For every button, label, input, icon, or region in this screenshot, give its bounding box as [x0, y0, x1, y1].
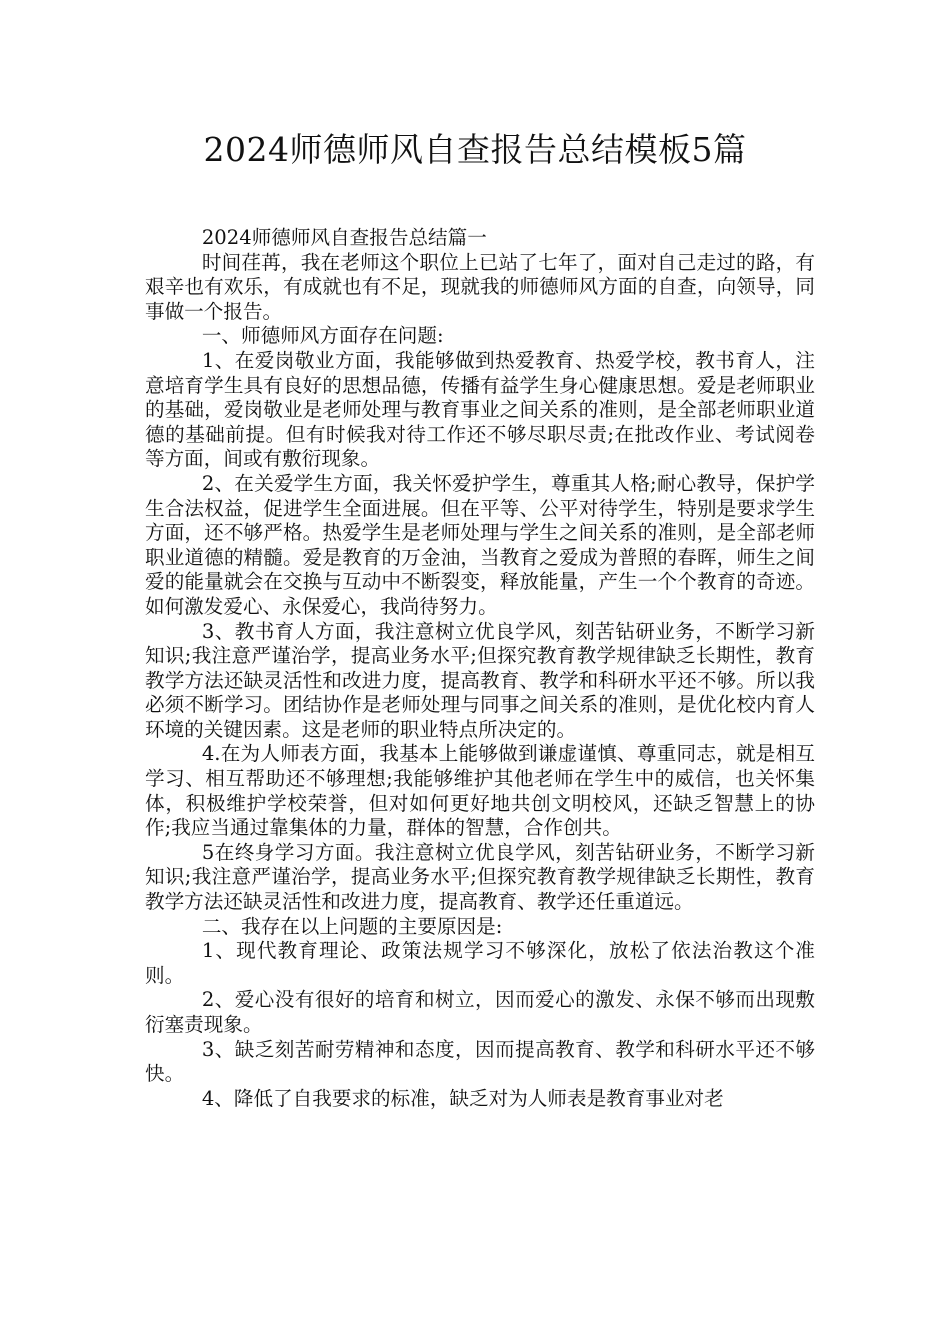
- paragraph: 1、现代教育理论、政策法规学习不够深化，放松了依法治教这个准则。: [145, 939, 815, 987]
- paragraph: 1、在爱岗敬业方面，我能够做到热爱教育、热爱学校，教书育人，注意培育学生具有良好的思想品德，传播有益学生身心健康思想。爱是老师职业的基础，爱岗敬业是老师处理与教育事业之间关系的准则，是全部老师职业道德的基础前提。但有时候我对待工作还不够尽职尽责;在批改作业、考试阅卷等方面，间或有敷衍现象。: [145, 348, 815, 471]
- paragraph: 3、教书育人方面，我注意树立优良学风，刻苦钻研业务，不断学习新知识;我注意严谨治学，提高业务水平;但探究教育教学规律缺乏长期性，教育教学方法还缺灵活性和改进力度，提高教育、教学和科研水平还不够。所以我必须不断学习。团结协作是老师处理与同事之间关系的准则，是优化校内育人环境的关键因素。这是老师的职业特点所决定的。: [145, 619, 815, 741]
- paragraph: 4.在为人师表方面，我基本上能够做到谦虚谨慎、尊重同志，就是相互学习、相互帮助还不够理想;我能够维护其他老师在学生中的威信，也关怀集体，积极维护学校荣誉，但对如何更好地共创文明校风，还缺乏智慧上的协作;我应当通过靠集体的力量，群体的智慧，合作创共。: [145, 742, 815, 840]
- paragraph: 2、爱心没有很好的培育和树立，因而爱心的激发、永保不够而出现敷衍塞责现象。: [145, 988, 815, 1036]
- paragraph: 时间荏苒，我在老师这个职位上已站了七年了，面对自己走过的路，有艰辛也有欢乐，有成就也有不足，现就我的师德师风方面的自查，向领导，同事做一个报告。: [145, 250, 815, 323]
- paragraph: 2、在关爱学生方面，我关怀爱护学生，尊重其人格;耐心教导，保护学生合法权益，促进学生全面进展。但在平等、公平对待学生，特别是要求学生方面，还不够严格。热爱学生是老师处理与学生之间关系的准则，是全部老师职业道德的精髓。爱是教育的万金油，当教育之爱成为普照的春晖，师生之间爱的能量就会在交换与互动中不断裂变，释放能量，产生一个个教育的奇迹。如何激发爱心、永保爱心，我尚待努力。: [145, 471, 815, 618]
- document-title: 2024师德师风自查报告总结模板5篇: [203, 130, 747, 169]
- section-heading: 2024师德师风自查报告总结篇一: [201, 226, 487, 249]
- section-heading: 一、师德师风方面存在问题:: [201, 324, 444, 348]
- paragraph: 4、降低了自我要求的标准，缺乏对为人师表是教育事业对老: [201, 1086, 724, 1110]
- paragraph: 5在终身学习方面。我注意树立优良学风，刻苦钻研业务，不断学习新知识;我注意严谨治学，提高业务水平;但探究教育教学规律缺乏长期性，教育教学方法还缺灵活性和改进力度，提高教育、教学还任重道远。: [145, 840, 815, 914]
- section-heading: 二、我存在以上问题的主要原因是:: [201, 914, 503, 938]
- paragraph: 3、缺乏刻苦耐劳精神和态度，因而提高教育、教学和科研水平还不够快。: [145, 1037, 815, 1086]
- document-body: [145, 226, 815, 1111]
